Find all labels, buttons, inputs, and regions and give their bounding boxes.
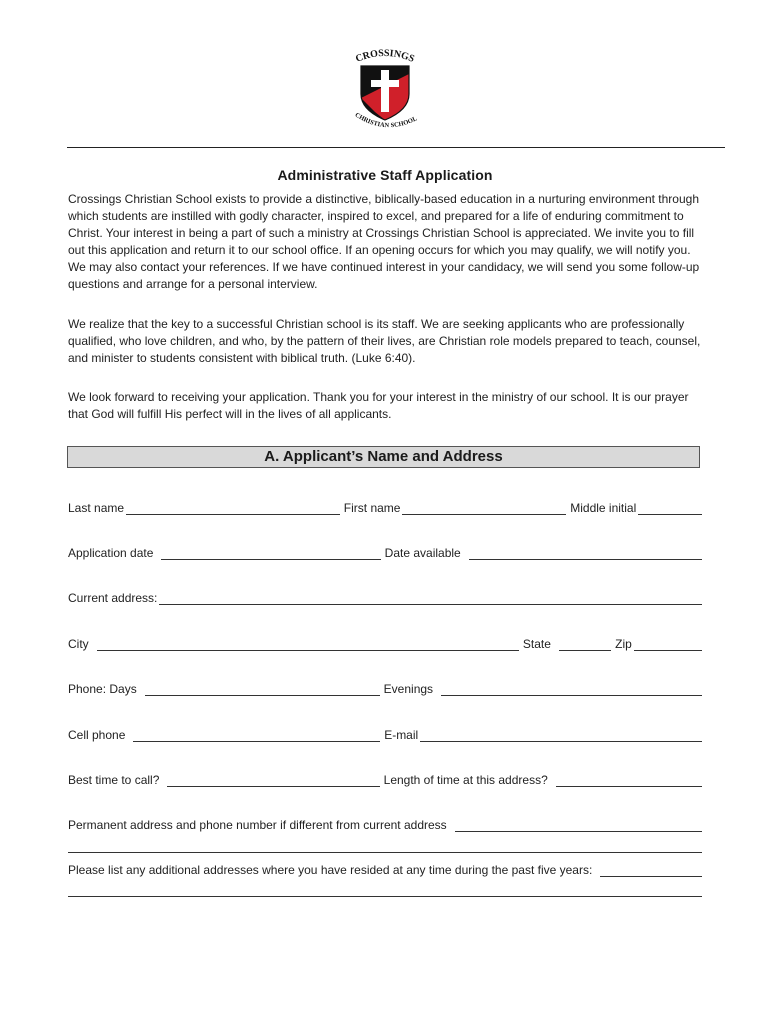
state-field[interactable] [559, 637, 611, 651]
city-label: City [68, 637, 89, 651]
date-available-label: Date available [384, 546, 461, 560]
middle-initial-label: Middle initial [570, 501, 637, 515]
city-field[interactable] [97, 637, 519, 651]
additional-addresses-label: Please list any additional addresses where you have resided at any time during the past five years: [68, 863, 593, 877]
section-a-heading: A. Applicant’s Name and Address [67, 446, 700, 468]
logo-bottom-text: CHRISTIAN SCHOOL [353, 111, 419, 130]
permanent-address-label: Permanent address and phone number if different from current address [68, 818, 447, 832]
current-address-field[interactable] [159, 591, 702, 605]
phone-row [68, 678, 702, 696]
first-name-label: First name [343, 501, 401, 515]
permanent-address-row [68, 814, 702, 832]
city-row [68, 633, 702, 651]
dates-row [68, 542, 702, 560]
intro-paragraph: Crossings Christian School exists to provide a distinctive, biblically-based education in a nurturing environment through which students are instilled with godly character, inspired to excel, and prepared for a life of enduring commitment to Christ. Your interest in being a part of such a ministry at Crossings Christian School is appreciated. We invite you to fill out this application and return it to our school office. If an opening occurs for which you may qualify, we will notify you. We may also contact your references. If we have continued interest in your candidacy, we will send you some follow-up questions and arrange for a personal interview. [68, 192, 700, 291]
page-title: Administrative Staff Application [277, 167, 493, 183]
length-of-time-label: Length of time at this address? [383, 773, 548, 787]
header-divider [67, 147, 725, 148]
last-name-field[interactable] [126, 501, 340, 515]
phone-days-label: Phone: Days [68, 682, 137, 696]
cell-phone-label: Cell phone [68, 728, 126, 742]
current-address-row [68, 587, 702, 605]
logo-top-text: CROSSINGS [354, 47, 416, 65]
length-of-time-field[interactable] [556, 773, 702, 787]
additional-addresses-field[interactable] [600, 863, 702, 877]
additional-addresses-row [68, 859, 702, 877]
zip-field[interactable] [634, 637, 702, 651]
state-label: State [522, 637, 551, 651]
name-row [68, 497, 702, 515]
best-time-row [68, 769, 702, 787]
first-name-field[interactable] [402, 501, 566, 515]
svg-text:CROSSINGS [354, 48, 416, 65]
phone-days-field[interactable] [145, 682, 380, 696]
crossings-shield-logo [345, 44, 425, 136]
last-name-label: Last name [68, 501, 125, 515]
permanent-address-field[interactable] [455, 818, 702, 832]
zip-label: Zip [615, 637, 632, 651]
best-time-label: Best time to call? [68, 773, 160, 787]
application-date-field[interactable] [161, 546, 380, 560]
staff-paragraph: We realize that the key to a successful Christian school is its staff. We are seeking applicants who are professionally qualified, who love children, and who, by the pattern of their lives, are Christian role models prepared to teach, counsel, and minister to students consistent with biblical truth. (Luke 6:40). [68, 317, 701, 365]
closing-paragraph: We look forward to receiving your application. Thank you for your interest in the ministry of our school. It is our prayer that God will fulfill His perfect will in the lives of all applicants. [68, 390, 689, 421]
cell-phone-field[interactable] [133, 728, 380, 742]
school-logo [345, 44, 425, 136]
current-address-label: Current address: [68, 591, 158, 605]
date-available-field[interactable] [469, 546, 702, 560]
email-field[interactable] [420, 728, 702, 742]
additional-addresses-continuation-line[interactable] [68, 896, 702, 897]
evenings-label: Evenings [383, 682, 434, 696]
evenings-field[interactable] [441, 682, 702, 696]
permanent-address-continuation-line[interactable] [68, 852, 702, 853]
middle-initial-field[interactable] [638, 501, 702, 515]
best-time-field[interactable] [167, 773, 379, 787]
application-date-label: Application date [68, 546, 154, 560]
cell-email-row [68, 724, 702, 742]
email-label: E-mail [384, 728, 419, 742]
